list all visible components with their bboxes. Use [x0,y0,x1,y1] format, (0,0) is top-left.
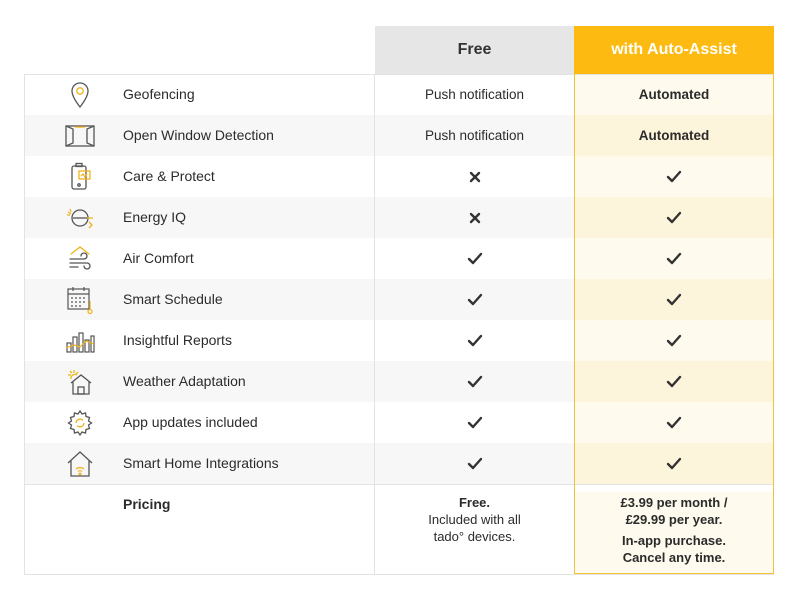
free-value [375,279,574,320]
geofencing-icon [54,80,106,110]
auto-pricing-line: £3.99 per month / [620,495,728,510]
auto-value [574,197,774,238]
feature-label: Insightful Reports [123,332,232,348]
feature-label: Weather Adaptation [123,373,246,389]
feature-row-open-window [24,115,774,156]
smart-schedule-icon [54,285,106,315]
auto-value [574,443,774,484]
feature-row-geofencing [24,74,774,115]
app-updates-icon [54,408,106,438]
check-icon [666,293,682,306]
divider [24,574,774,575]
feature-label: Smart Home Integrations [123,455,279,471]
feature-row-energy-iq [24,197,774,238]
free-pricing [375,494,574,545]
feature-row-insightful-reports [24,320,774,361]
open-window-icon [54,121,106,151]
feature-label: App updates included [123,414,258,430]
feature-row-air-comfort [24,238,774,279]
check-icon [666,457,682,470]
free-pricing-line: Free. [458,495,491,510]
insightful-reports-icon [54,326,106,356]
free-pricing-line: tado° devices. [433,529,516,544]
feature-row-weather-adaptation [24,361,774,402]
feature-label: Energy IQ [123,209,187,225]
check-icon [666,252,682,265]
auto-value: Automated [574,74,774,115]
free-value: Push notification [424,128,525,143]
auto-value [574,238,774,279]
check-icon [666,170,682,183]
check-icon [666,416,682,429]
free-column-header: Free [375,26,574,74]
check-icon [467,293,483,306]
pricing-label: Pricing [123,496,171,512]
auto-pricing-line: £29.99 per year. [625,512,723,527]
auto-value [574,361,774,402]
care-protect-icon [54,162,106,192]
check-icon [666,375,682,388]
auto-pricing-line: In-app purchase. [621,533,727,548]
feature-row-smart-schedule [24,279,774,320]
feature-row-care-protect [24,156,774,197]
auto-pricing-line: Cancel any time. [622,550,726,565]
energy-iq-icon [54,203,106,233]
feature-label: Smart Schedule [123,291,223,307]
air-comfort-icon [54,244,106,274]
check-icon [467,457,483,470]
feature-row-smart-home [24,443,774,484]
smart-home-icon [54,449,106,479]
auto-value [574,402,774,443]
check-icon [467,334,483,347]
auto-assist-column-header: with Auto-Assist [574,26,774,74]
free-value [375,197,574,238]
divider [24,74,774,75]
auto-value [574,156,774,197]
free-value [375,156,574,197]
free-value [375,361,574,402]
free-value [375,402,574,443]
check-icon [467,375,483,388]
comparison-table [24,26,774,575]
weather-adaptation-icon [54,367,106,397]
check-icon [666,334,682,347]
free-value [375,320,574,361]
free-pricing-line: Included with all [428,512,521,527]
divider [24,484,774,485]
feature-label: Geofencing [123,86,195,102]
auto-value [574,320,774,361]
free-value [375,238,574,279]
auto-value [574,279,774,320]
cross-icon [469,171,481,183]
free-value: Push notification [424,87,525,102]
auto-assist-pricing [574,492,774,573]
check-icon [467,416,483,429]
divider [24,74,25,574]
feature-row-app-updates [24,402,774,443]
feature-label: Air Comfort [123,250,194,266]
auto-value: Automated [574,115,774,156]
free-value [375,443,574,484]
feature-label: Open Window Detection [123,127,274,143]
divider [374,74,375,574]
check-icon [467,252,483,265]
feature-label: Care & Protect [123,168,215,184]
cross-icon [469,212,481,224]
check-icon [666,211,682,224]
